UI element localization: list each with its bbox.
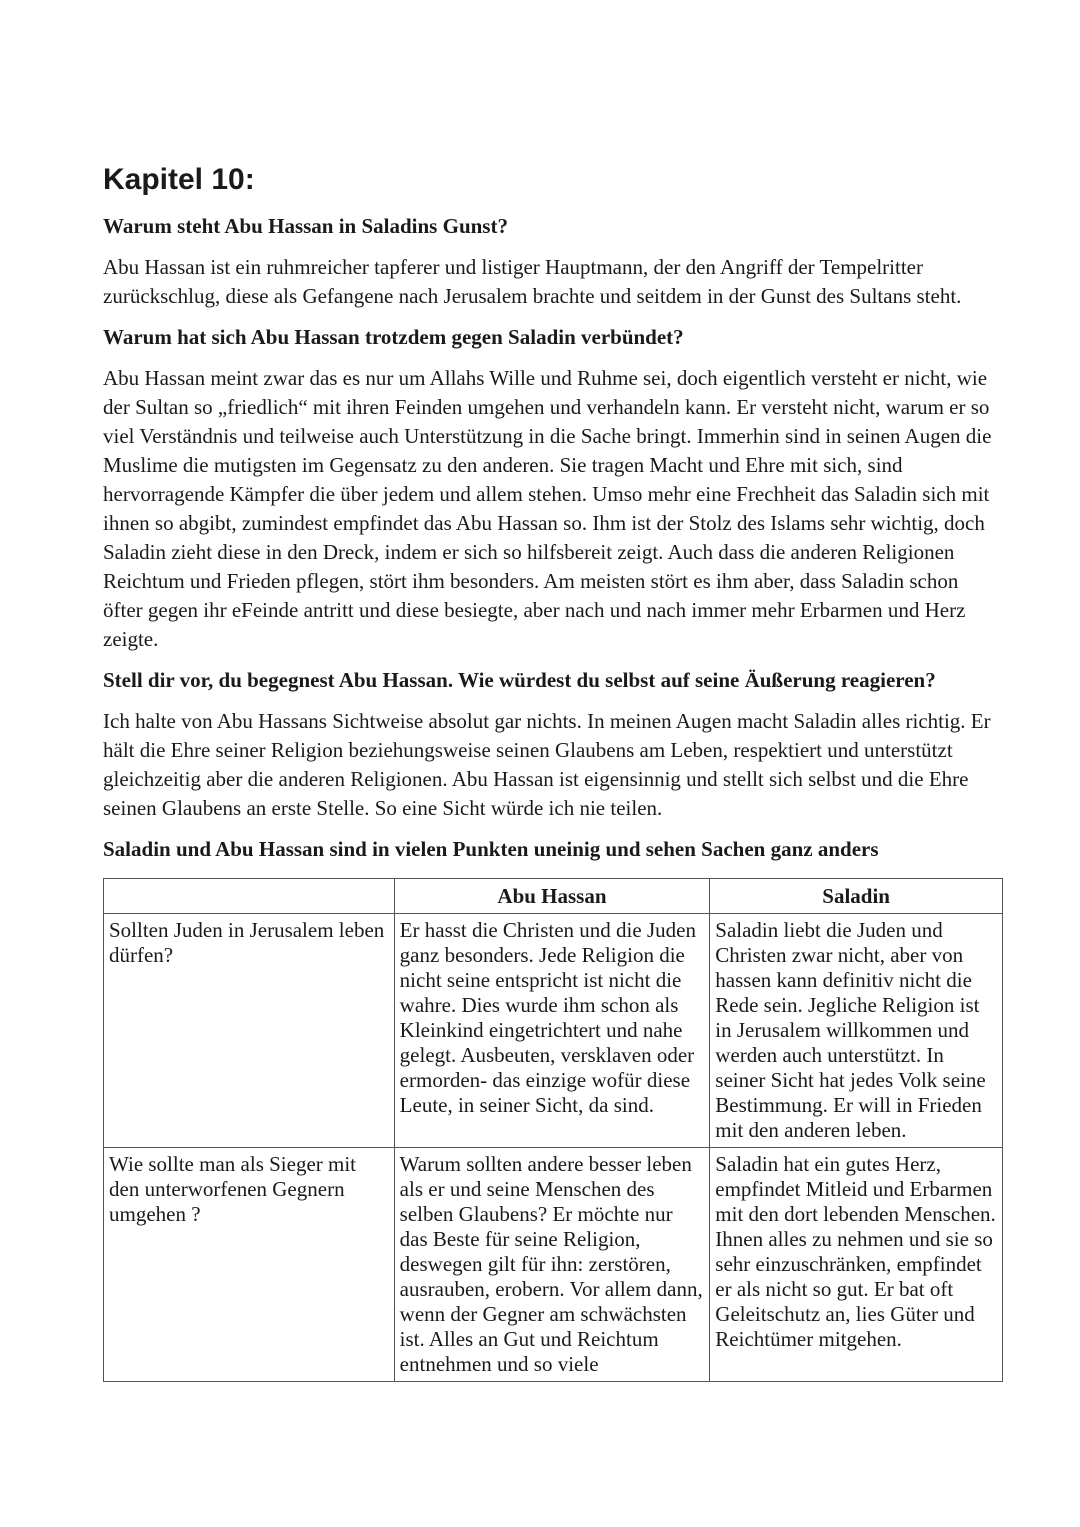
section-3 xyxy=(103,666,1003,823)
answer-1: Abu Hassan ist ein ruhmreicher tapferer und listiger Hauptmann, der den Angriff der Tempelritter zurückschlug, diese als Gefangene nach Jerusalem brachte und seitdem in der Gunst des Sultans steht. xyxy=(103,255,962,308)
row-1-saladin: Saladin liebt die Juden und Christen zwar nicht, aber von hassen kann definitiv nicht die Rede sein. Jegliche Religion ist in Jerusalem willkommen und werden auch unterstützt. In seiner Sicht hat jedes Volk seine Bestimmung. Er will in Frieden mit den anderen leben. xyxy=(710,914,1003,1148)
header-abu-hassan: Abu Hassan xyxy=(394,879,710,914)
header-saladin: Saladin xyxy=(710,879,1003,914)
row-2-question: Wie sollte man als Sieger mit den unterworfenen Gegnern umgehen ? xyxy=(104,1148,395,1382)
table-header-row xyxy=(104,879,1003,914)
answer-2: Abu Hassan meint zwar das es nur um Allahs Wille und Ruhme sei, doch eigentlich versteht er nicht, wie der Sultan so „friedlich“ mit ihren Feinden umgehen und verhandeln kann. Er versteht nicht, warum er so viel Verständnis und teilweise auch Unterstützung in die Sache bringt. Immerhin sind in seinen Augen die Muslime die mutigsten im Gegensatz zu den anderen. Sie tragen Macht und Ehre mit sich, sind hervorragende Kämpfer die über jedem und allem stehen. Umso mehr eine Frechheit das Saladin sich mit ihnen so abgibt, zumindest empfindet das Abu Hassan so. Ihm ist der Stolz des Islams sehr wichtig, doch Saladin zieht diese in den Dreck, indem er sich so hilfsbereit zeigt. Auch dass die anderen Religionen Reichtum und Frieden pflegen, stört ihm besonders. Am meisten stört es ihm aber, dass Saladin schon öfter gegen ihr eFeinde antritt und diese besiegte, aber nach und nach immer mehr Erbarmen und Herz zeigte. xyxy=(103,366,992,651)
row-1-abu-hassan: Er hasst die Christen und die Juden ganz besonders. Jede Religion die nicht seine entspricht ist nicht die wahre. Dies wurde ihm schon als Kleinkind eingetrichtert und nahe gelegt. Ausbeuten, versklaven oder ermorden- das einzige wofür diese Leute, in seiner Sicht, da sind. xyxy=(394,914,710,1148)
row-2-abu-hassan: Warum sollten andere besser leben als er und seine Menschen des selben Glaubens? Er möchte nur das Beste für seine Religion, deswegen gilt für ihn: zerstören, ausrauben, erobern. Vor allem dann, wenn der Gegner am schwächsten ist. Alles an Gut und Reichtum entnehmen und so viele xyxy=(394,1148,710,1382)
row-2-saladin: Saladin hat ein gutes Herz, empfindet Mitleid und Erbarmen mit den dort lebenden Menschen. Ihnen alles zu nehmen und sie so sehr einzuschränken, empfindet er als nicht so gut. Er bat oft Geleitschutz an, lies Güter und Reichtümer mitgehen. xyxy=(710,1148,1003,1382)
question-3: Stell dir vor, du begegnest Abu Hassan. Wie würdest du selbst auf seine Äußerung reagieren? xyxy=(103,668,936,692)
document-page xyxy=(103,160,1003,1382)
question-2: Warum hat sich Abu Hassan trotzdem gegen Saladin verbündet? xyxy=(103,325,684,349)
comparison-table xyxy=(103,878,1003,1382)
answer-3: Ich halte von Abu Hassans Sichtweise absolut gar nichts. In meinen Augen macht Saladin alles richtig. Er hält die Ehre seiner Religion beziehungsweise seinen Glaubens am Leben, respektiert und unterstützt gleichzeitig aber die anderen Religionen. Abu Hassan ist eigensinnig und stellt sich selbst und die Ehre seinen Glaubens an erste Stelle. So eine Sicht würde ich nie teilen. xyxy=(103,709,991,820)
section-2 xyxy=(103,323,1003,654)
header-empty xyxy=(104,879,395,914)
row-1-question: Sollten Juden in Jerusalem leben dürfen? xyxy=(104,914,395,1148)
question-1: Warum steht Abu Hassan in Saladins Gunst? xyxy=(103,214,508,238)
table-row xyxy=(104,914,1003,1148)
table-heading: Saladin und Abu Hassan sind in vielen Punkten uneinig und sehen Sachen ganz anders xyxy=(103,837,879,861)
chapter-title: Kapitel 10: xyxy=(103,163,255,196)
table-row xyxy=(104,1148,1003,1382)
section-1 xyxy=(103,212,1003,311)
